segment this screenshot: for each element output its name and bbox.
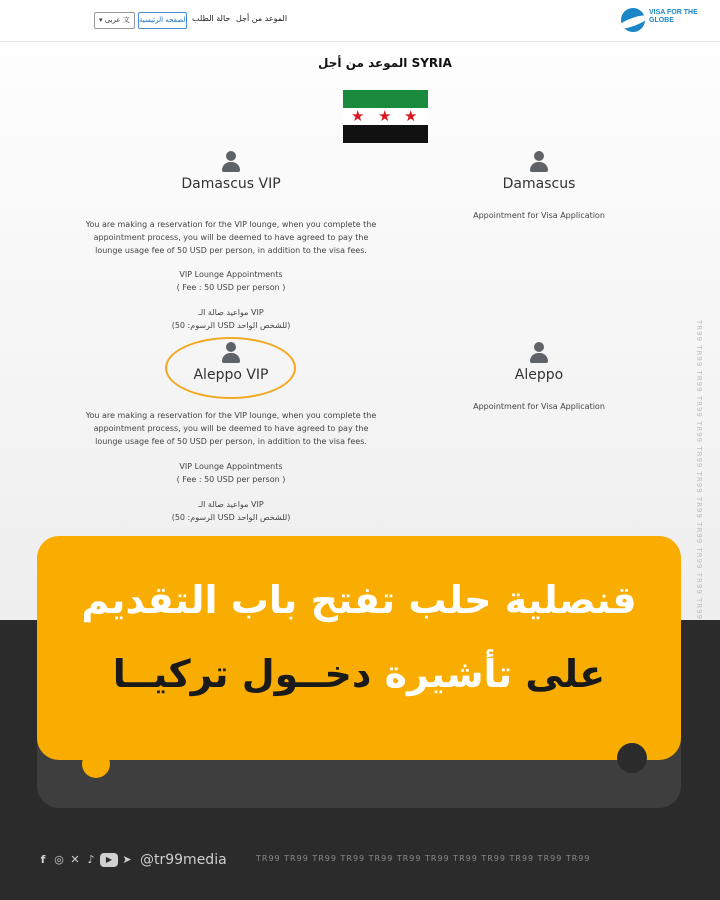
vip-fee-label-ar: (الرسوم: 50 USD للشخص الواحد) <box>171 513 291 522</box>
tiktok-icon[interactable]: ♪ <box>87 852 95 866</box>
vip-fee-label-ar: (الرسوم: 50 USD للشخص الواحد) <box>171 321 291 330</box>
facebook-icon[interactable]: f <box>40 852 46 866</box>
telegram-icon[interactable]: ➤ <box>122 852 132 866</box>
star-icon: ★ <box>404 107 418 125</box>
banner-tab-right <box>617 743 647 773</box>
banner-tab-left <box>82 750 110 778</box>
card-title-aleppo[interactable]: Aleppo <box>514 367 564 383</box>
vip-fee-label: ( Fee : 50 USD per person ) <box>176 283 286 292</box>
globe-icon <box>621 8 645 32</box>
page-title: الموعد من أجل SYRIA <box>318 56 452 70</box>
vip-lounge-label: VIP Lounge Appointments <box>179 462 283 471</box>
navbar <box>0 0 720 42</box>
headline-line2-highlight: تأشيرة <box>384 652 513 696</box>
star-icon: ★ <box>378 107 392 125</box>
chevron-down-icon: ▾ <box>99 16 103 24</box>
headline-line2 <box>37 652 681 696</box>
watermark-row: TR99 TR99 TR99 TR99 TR99 TR99 TR99 TR99 TR99 TR99 TR99 TR99 <box>256 854 591 863</box>
headline-line1: قنصلية حلب تفتح باب التقديم <box>81 578 637 622</box>
nav-link-appointment[interactable]: الموعد من أجل <box>236 14 288 23</box>
social-links <box>36 849 227 869</box>
nav-link-status[interactable]: حالة الطلب <box>192 14 231 23</box>
translate-icon: 文 <box>122 16 130 24</box>
site-logo[interactable] <box>621 8 701 34</box>
card-title-aleppo-vip[interactable]: Aleppo VIP <box>193 367 269 383</box>
user-icon <box>222 151 240 173</box>
language-label: عربى <box>104 16 121 24</box>
card-title-damascus-vip[interactable]: Damascus VIP <box>181 176 281 192</box>
instagram-icon[interactable]: ◎ <box>54 852 64 866</box>
nav-home-button[interactable]: الصفحه الرئيسية <box>138 12 187 29</box>
card-desc-aleppo: Appointment for Visa Application <box>473 402 605 411</box>
social-handle: @tr99media <box>140 851 227 868</box>
user-icon <box>530 342 548 364</box>
highlight-circle <box>165 337 296 399</box>
syria-flag <box>343 90 428 143</box>
headline-banner <box>37 536 681 760</box>
user-icon <box>530 151 548 173</box>
logo-text: VISA FOR THE GLOBE <box>649 9 698 24</box>
star-icon: ★ <box>351 107 365 125</box>
vip-lounge-label-ar: مواعيد صالة الـ VIP <box>198 308 264 317</box>
card-title-damascus[interactable]: Damascus <box>502 176 576 192</box>
card-desc-damascus: Appointment for Visa Application <box>473 211 605 220</box>
card-desc-damascus-vip: You are making a reservation for the VIP lounge, when you complete the appointment process, you will be deemed to have agreed to pay the lounge usage fee of 50 USD per person, in addition to the visa fees. <box>85 220 377 255</box>
watermark-column: TR99 TR99 TR99 TR99 TR99 TR99 TR99 TR99 TR99 TR99 TR99 TR99 <box>695 320 703 621</box>
x-icon[interactable]: ✕ <box>70 852 80 866</box>
youtube-icon[interactable]: ▶ <box>100 853 118 867</box>
flag-green-band <box>343 90 428 108</box>
headline-line2-suffix: دخــول تركيــا <box>112 652 385 696</box>
card-desc-aleppo-vip: You are making a reservation for the VIP lounge, when you complete the appointment process, you will be deemed to have agreed to pay the lounge usage fee of 50 USD per person, in addition to the visa fees. <box>85 411 377 446</box>
language-select[interactable] <box>94 12 135 29</box>
vip-fee-label: ( Fee : 50 USD per person ) <box>176 475 286 484</box>
flag-black-band <box>343 125 428 143</box>
vip-lounge-label-ar: مواعيد صالة الـ VIP <box>198 500 264 509</box>
vip-lounge-label: VIP Lounge Appointments <box>179 270 283 279</box>
headline-line2-prefix: على <box>512 652 606 696</box>
